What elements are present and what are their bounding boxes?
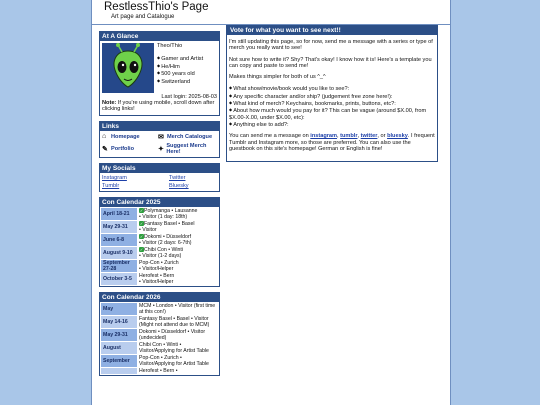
event-detail: • Visitor (2 days: 6-7th) bbox=[139, 239, 192, 246]
vote-paragraph: Makes things simpler for both of us ^_^ bbox=[229, 74, 326, 81]
twitter-contact-link[interactable]: twitter bbox=[360, 133, 378, 140]
calendar-date: May 14-16 bbox=[101, 316, 137, 328]
calendar-event bbox=[138, 316, 218, 328]
left-column bbox=[99, 31, 220, 381]
calendar-row bbox=[101, 221, 218, 233]
calendar-event bbox=[138, 355, 218, 367]
separator: , bbox=[337, 133, 341, 140]
template-list bbox=[229, 85, 435, 128]
bulb-icon: ✦ bbox=[158, 145, 164, 153]
homepage-link[interactable] bbox=[102, 133, 158, 141]
calendar-date: May 29-31 bbox=[101, 329, 137, 341]
cal-2025-table bbox=[100, 207, 219, 286]
home-icon: ⌂ bbox=[102, 133, 107, 141]
at-a-glance-box bbox=[99, 31, 220, 116]
socials-box bbox=[99, 163, 220, 192]
contact-paragraph bbox=[229, 133, 435, 152]
avatar bbox=[102, 43, 154, 93]
merch-catalogue-link[interactable] bbox=[158, 133, 218, 141]
event-name: Polymanga • Lausanne bbox=[144, 207, 198, 214]
links-heading: Links bbox=[100, 122, 219, 131]
calendar-row bbox=[101, 355, 218, 367]
checkmark-icon: ✓ bbox=[139, 221, 144, 227]
alien-avatar-icon bbox=[102, 43, 154, 93]
calendar-row bbox=[101, 316, 218, 328]
tumblr-link[interactable]: Tumblr bbox=[102, 182, 120, 189]
portfolio-link[interactable] bbox=[102, 143, 158, 155]
calendar-event bbox=[138, 342, 218, 354]
event-name: Chibi Con • Winti • Visitor/Applying for Artist Table bbox=[139, 341, 209, 354]
event-name: Herofest • Bern • bbox=[139, 367, 178, 374]
calendar-date: June 6-8 bbox=[101, 234, 137, 246]
link-label[interactable]: Portfolio bbox=[111, 145, 134, 152]
socials-heading: My Socials bbox=[100, 164, 219, 173]
contact-text: You can send me a message on bbox=[229, 133, 311, 140]
template-item: ◆ What kind of merch? Keychains, bookmarks, prints, buttons, etc?: bbox=[229, 100, 435, 107]
event-name: Herofest • Bern bbox=[139, 272, 175, 279]
separator: , bbox=[357, 133, 361, 140]
profile-facts bbox=[157, 55, 203, 85]
fact-item: ◆ 500 years old bbox=[157, 70, 203, 77]
separator: , or bbox=[377, 133, 388, 140]
event-name: MCM • London • Visitor (first time at this con!) bbox=[139, 302, 216, 315]
link-label[interactable]: Homepage bbox=[111, 133, 140, 140]
event-name: Dokomi • Düsseldorf bbox=[144, 233, 192, 240]
calendar-event bbox=[138, 221, 218, 233]
mobile-note bbox=[102, 100, 217, 113]
cart-icon: ✉ bbox=[158, 133, 164, 141]
event-detail: • Visitor/Helper bbox=[139, 278, 174, 285]
calendar-event bbox=[138, 208, 218, 220]
calendar-event bbox=[138, 234, 218, 246]
calendar-row bbox=[101, 260, 218, 272]
calendar-date: September 27-28 bbox=[101, 260, 137, 272]
palette-icon: ✎ bbox=[102, 145, 108, 153]
calendar-date bbox=[101, 368, 137, 374]
site-subtitle: Art page and Catalogue bbox=[111, 14, 175, 20]
calendar-event bbox=[138, 329, 218, 341]
calendar-event bbox=[138, 247, 218, 259]
profile-name: Theo/Thio bbox=[157, 43, 183, 49]
template-item: ◆ About how much would you pay for it? This can be vague (around $X.00, from $X.00-X.00, under $X.00, etc): bbox=[229, 107, 435, 121]
fact-item: ◆ Switzerland bbox=[157, 78, 203, 85]
event-detail: • Visitor (1 day: 18th) bbox=[139, 213, 188, 220]
calendar-row bbox=[101, 234, 218, 246]
con-calendar-2025 bbox=[99, 197, 220, 287]
calendar-event bbox=[138, 273, 218, 285]
event-name: Chibi Con • Winti bbox=[144, 246, 184, 253]
template-item: ◆ Any specific character and/or ship? (judgement free zone here!): bbox=[229, 93, 435, 100]
vote-paragraph: Not sure how to write it? Shy? That's okay! I know how it is! Here's a template you can copy and paste to send me! bbox=[229, 56, 432, 69]
calendar-date: April 18-21 bbox=[101, 208, 137, 220]
vote-heading: Vote for what you want to see next!! bbox=[227, 26, 437, 35]
site-title: RestlessThio's Page bbox=[104, 1, 209, 13]
calendar-row bbox=[101, 303, 218, 315]
instagram-contact-link[interactable]: instagram bbox=[310, 133, 338, 140]
con-calendar-2026 bbox=[99, 292, 220, 376]
site-header bbox=[92, 0, 450, 25]
instagram-link[interactable]: Instagram bbox=[102, 174, 127, 181]
link-label[interactable]: Suggest Merch Here! bbox=[166, 142, 207, 155]
calendar-date: October 3-5 bbox=[101, 273, 137, 285]
calendar-row bbox=[101, 208, 218, 220]
last-login: Last login: 2025-08-03 bbox=[161, 94, 217, 100]
calendar-date: September bbox=[101, 355, 137, 367]
vote-paragraph: I'm still updating this page, so for now, send me a message with a series or type of merch you really want to see! bbox=[229, 39, 433, 52]
event-detail: • Visitor/Helper bbox=[139, 265, 174, 272]
link-label[interactable]: Merch Catalogue bbox=[167, 133, 213, 140]
bluesky-contact-link[interactable]: bluesky bbox=[387, 133, 408, 140]
event-name: Pop-Con • Zurich bbox=[139, 259, 179, 266]
vote-box bbox=[226, 25, 438, 162]
template-item: ◆ What show/movie/book would you like to see?: bbox=[229, 85, 435, 92]
twitter-link[interactable]: Twitter bbox=[169, 174, 186, 181]
note-label: Note: bbox=[102, 100, 117, 106]
calendar-event bbox=[138, 368, 218, 374]
checkmark-icon: ✓ bbox=[139, 208, 144, 214]
event-name: Fantasy Basel • Basel • Visitor (Might not attend due to MCM) bbox=[139, 315, 210, 328]
calendar-event bbox=[138, 260, 218, 272]
event-name: Pop-Con • Zurich • Visitor/Applying for Artist Table bbox=[139, 354, 209, 367]
at-a-glance-heading: At A Glance bbox=[100, 32, 219, 41]
cal-2026-table bbox=[100, 302, 219, 375]
calendar-date: August 9-10 bbox=[101, 247, 137, 259]
fact-item: ◆ He/Him bbox=[157, 63, 203, 70]
calendar-row bbox=[101, 329, 218, 341]
event-name: Fantasy Basel • Basel bbox=[144, 220, 195, 227]
event-name: Dokomi • Düsseldorf • Visitor (undecided) bbox=[139, 328, 206, 341]
right-column bbox=[226, 25, 438, 167]
checkmark-icon: ✓ bbox=[139, 234, 144, 240]
calendar-row bbox=[101, 342, 218, 354]
suggest-merch-link[interactable] bbox=[158, 143, 218, 155]
calendar-date: August bbox=[101, 342, 137, 354]
page-container bbox=[91, 0, 451, 405]
fact-item: ◆ Gamer and Artist bbox=[157, 55, 203, 62]
event-detail: • Visitor (1-2 days) bbox=[139, 252, 182, 259]
calendar-row bbox=[101, 247, 218, 259]
links-box bbox=[99, 121, 220, 158]
tumblr-contact-link[interactable]: tumblr bbox=[340, 133, 358, 140]
note-text: If you're using mobile, scroll down after clicking links! bbox=[102, 100, 215, 113]
checkmark-icon: ✓ bbox=[139, 247, 144, 253]
calendar-date: May 29-31 bbox=[101, 221, 137, 233]
calendar-row bbox=[101, 368, 218, 374]
calendar-date: May bbox=[101, 303, 137, 315]
cal-2026-heading: Con Calendar 2026 bbox=[100, 293, 219, 302]
event-detail: • Visitor bbox=[139, 226, 157, 233]
bluesky-link[interactable]: Bluesky bbox=[169, 182, 189, 189]
calendar-event bbox=[138, 303, 218, 315]
cal-2025-heading: Con Calendar 2025 bbox=[100, 198, 219, 207]
contact-text: . I frequent Tumblr and Instagram more, so those are preferred. You can also use the guestbook on this site's homepage! German or English is fine! bbox=[229, 133, 435, 152]
calendar-row bbox=[101, 273, 218, 285]
template-item: ◆ Anything else to add?: bbox=[229, 121, 435, 128]
